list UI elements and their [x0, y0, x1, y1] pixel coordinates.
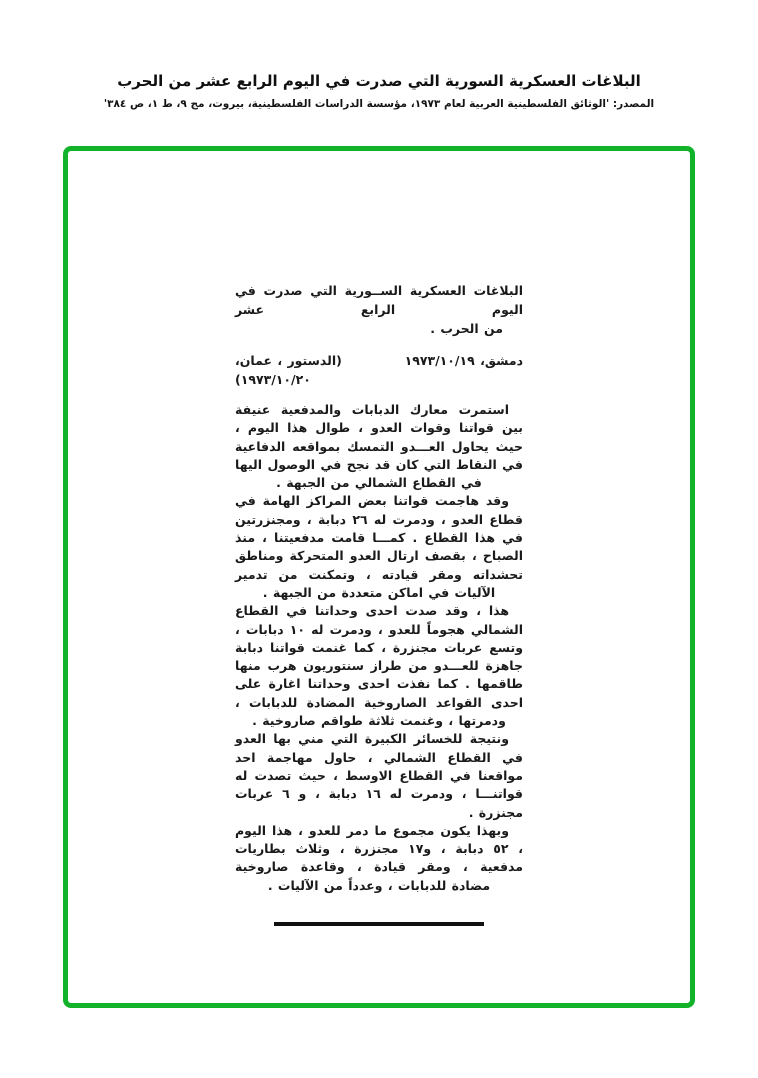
paragraph: هذا ، وقد صدت احدى وحداتنا في القطاع الشمالي هجوماً للعدو ، ودمرت له ١٠ دبابات ، وتسع عربات مجنزرة ، كما غنمت قواتنا دبابة جاهزة للعـــدو من طراز سنتوريون هرب منها طاقمها . كما نفذت احدى وحداتنا اغارة على احدى القواعد الصاروخية المضادة للدبابات ، ودمرتها ، وغنمت ثلاثة طواقم صاروخية .	[235, 603, 524, 729]
heading-line: البلاغات العسكرية الســورية التي صدرت في اليوم الرابع عشر	[235, 283, 523, 317]
page-title: البلاغات العسكرية السورية التي صدرت في اليوم الرابع عشر من الحرب	[117, 72, 641, 90]
green-frame	[63, 146, 695, 1008]
page-header	[0, 0, 758, 111]
scanned-document	[235, 281, 523, 926]
dateline: دمشق، ١٩٧٣/١٠/١٩	[404, 353, 523, 368]
paragraph: ونتيجة للخسائر الكبيرة التي مني بها العدو في القطاع الشمالي ، حاول مهاجمة احد مواقعنا في القطاع الاوسط ، حيث تصدت له قواتنـــا ، ودمرت له ١٦ دبابة ، و ٦ عربات مجنزرة .	[235, 731, 523, 820]
heading-line: من الحرب .	[430, 321, 503, 336]
citation: (الدستور ، عمان، ١٩٧٣/١٠/٢٠)	[235, 353, 342, 387]
dateline-row	[235, 352, 523, 389]
source-line: المصدر: 'الوثائق الفلسطينية العربية لعام ١٩٧٣، مؤسسة الدراسات الفلسطينية، بيروت، مج ٩، ط ١، ص ٣٨٤'	[103, 98, 655, 110]
paragraph: وبهذا يكون مجموع ما دمر للعدو ، هذا اليوم ، ٥٢ دبابة ، و١٧ مجنزرة ، وثلاث بطاريات مدفعية ، ومقر قيادة ، وقاعدة صاروخية مضادة للدبابات ، وعدداً من الآليات .	[235, 822, 523, 893]
paragraph: وقد هاجمت قواتنا بعض المراكز الهامة في قطاع العدو ، ودمرت له ٢٦ دبابة ، ومجنزرتين في هذا القطاع . كمـــا قامت مدفعيتنا ، منذ الصباح ، بقصف ارتال العدو المتحركة ومناطق تحشداته ومقر قيادته ، وتمكنت من تدمير الآليات في اماكن متعددة من الجبهة .	[235, 493, 523, 600]
body-paragraphs	[235, 401, 523, 895]
section-divider	[274, 922, 484, 926]
document-heading	[235, 281, 523, 338]
paragraph: استمرت معارك الدبابات والمدفعية عنيفة بين قواتنا وقوات العدو ، طوال هذا اليوم ، حيث يحاول العـــدو التمسك بمواقعه الدفاعية في النقاط التي كان قد نجح في الوصول اليها في القطاع الشمالي من الجبهة .	[235, 402, 523, 491]
